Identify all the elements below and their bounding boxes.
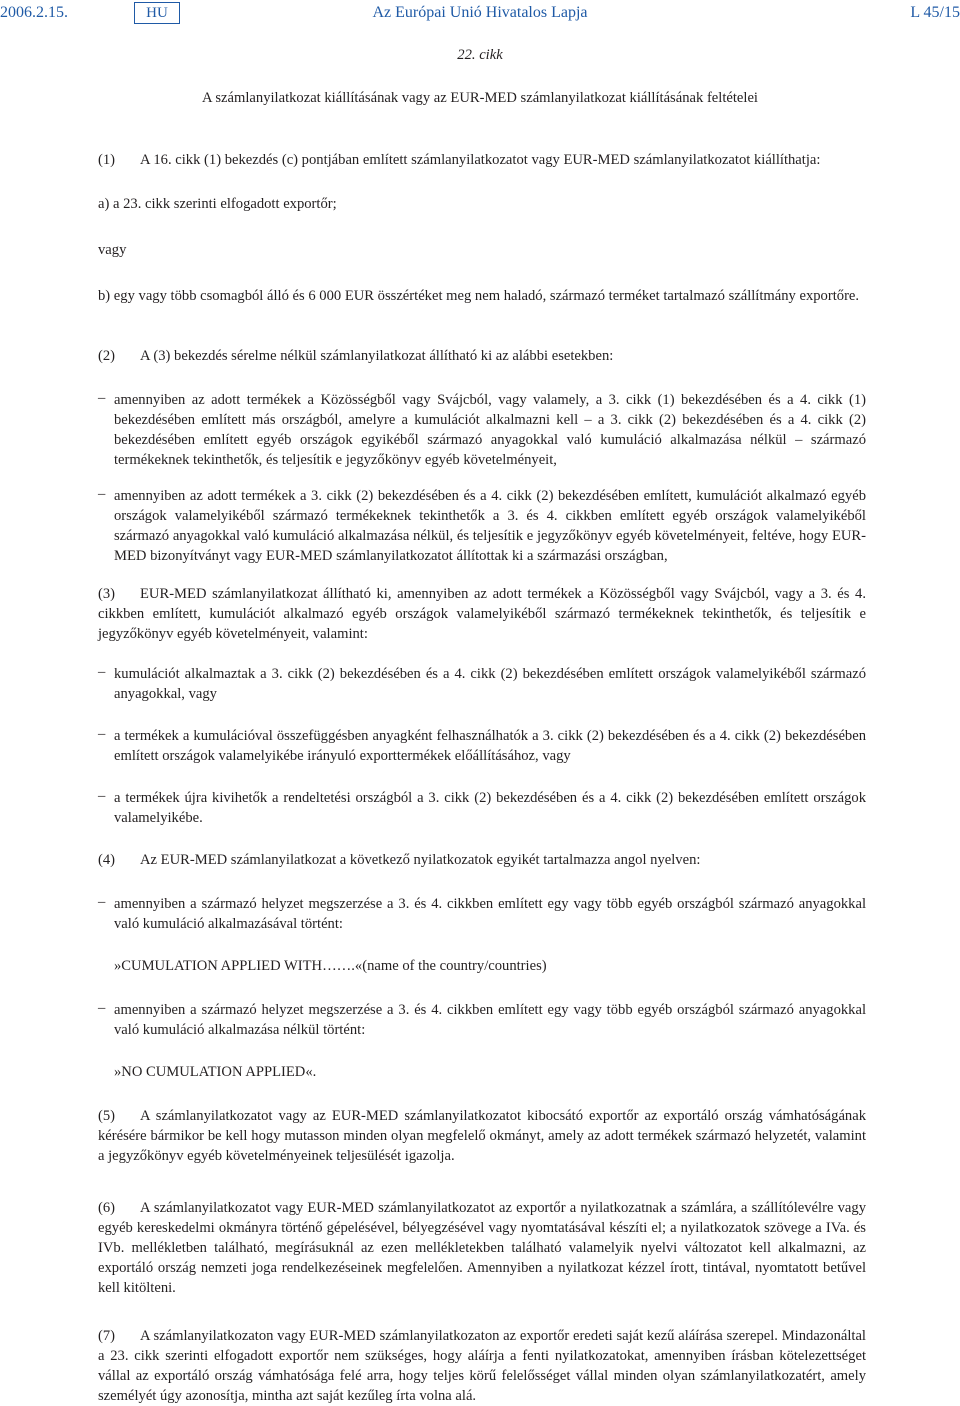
publication-date: 2006.2.15. <box>0 4 68 21</box>
dash-marker: – <box>98 788 106 804</box>
paragraph-text: EUR-MED számlanyilatkozat állítható ki, amennyiben az adott termékek a Közösségből vagy Svájcból, vagy a 3. és 4. cikkben említett, kumulációt alkalmazó egyéb országok valamelyikéből származó termékeknek tekinthetők, és teljesítik e jegyzőkönyv egyéb követelményeit, valamint: <box>98 586 866 642</box>
dash-marker: – <box>98 726 106 742</box>
paragraph-6 <box>98 1198 866 1298</box>
paragraph-number: (2) <box>98 348 116 364</box>
dash-marker: – <box>98 664 106 680</box>
list-item: a termékek a kumulációval összefüggésben anyagként felhasználhatók a 3. cikk (2) bekezdésében és a 4. cikk (2) bekezdésében említett országok valamelyikébe irányuló exporttermékek előállításához, vagy <box>114 728 866 764</box>
conjunction: vagy <box>98 242 127 258</box>
point-a: a) a 23. cikk szerinti elfogadott exportőr; <box>98 196 337 212</box>
paragraph-text: Az EUR-MED számlanyilatkozat a következő nyilatkozatok egyikét tartalmazza angol nyelven: <box>140 852 701 868</box>
paragraph-4 <box>98 850 866 870</box>
paragraph-text: A számlanyilatkozaton vagy EUR-MED számlanyilatkozaton az exportőr eredeti saját kezű aláírása szerepel. Mindazonáltal a 23. cikk szerinti elfogadott exportőr nem szükséges, hogy aláírja a fenti nyilatkozatokat, amennyiben írásban kötelezettséget vállal az exportáló ország vámhatósága felé arra, hogy teljes körű felelősséget vállal minden olyan számlanyilatkozatért, amely személyét úgy azonosítja, mintha azt saját kezűleg írta volna alá. <box>98 1328 866 1404</box>
dash-marker: – <box>98 1000 106 1016</box>
paragraph-number: (3) <box>98 586 116 602</box>
journal-title: Az Európai Unió Hivatalos Lapja <box>372 4 588 21</box>
list-item: kumulációt alkalmaztak a 3. cikk (2) bekezdésében és a 4. cikk (2) bekezdésében említett országok valamelyikéből származó anyagokkal, vagy <box>114 666 866 702</box>
declaration-no-cumulation: »NO CUMULATION APPLIED«. <box>114 1064 317 1080</box>
language-badge: HU <box>134 2 180 24</box>
paragraph-text: A 16. cikk (1) bekezdés (c) pontjában említett számlanyilatkozatot vagy EUR-MED számlanyilatkozatot kiállíthatja: <box>140 152 821 168</box>
paragraph-number: (5) <box>98 1108 116 1124</box>
list-item: amennyiben a származó helyzet megszerzése a 3. és 4. cikkben említett egy vagy több egyéb országból származó anyagokkal való kumuláció alkalmazásával történt: <box>114 896 866 932</box>
paragraph-2 <box>98 346 866 366</box>
dash-marker: – <box>98 390 106 406</box>
paragraph-1 <box>98 150 866 170</box>
paragraph-number: (4) <box>98 852 116 868</box>
list-item: a termékek újra kivihetők a rendeltetési országból a 3. cikk (2) bekezdésében és a 4. cikk (2) bekezdésében említett országok valamelyikébe. <box>114 790 866 826</box>
paragraph-text: A számlanyilatkozatot vagy az EUR-MED számlanyilatkozatot kibocsátó exportőr az exportáló ország vámhatóságának kérésére bármikor be kell hogy mutasson minden olyan megfelelő okmányt, amely az adott termékek származó helyzetét, valamint a jegyzőkönyv egyéb követelményeinek teljesülését igazolja. <box>98 1108 866 1164</box>
paragraph-3 <box>98 584 866 644</box>
paragraph-number: (7) <box>98 1328 116 1344</box>
paragraph-number: (1) <box>98 152 116 168</box>
paragraph-7 <box>98 1326 866 1406</box>
dash-marker: – <box>98 894 106 910</box>
list-item: amennyiben az adott termékek a Közösségből vagy Svájcból, vagy valamely, a 3. cikk (1) bekezdésében és a 4. cikk (1) bekezdésében említett más országból, amelyre a kumulációt alkalmazni kell – a 3. cikk (2) bekezdésében és a 4. cikk (2) bekezdésében említett egyéb országok egyikéből származó anyagokkal való kumuláció alkalmazása nélkül – származó termékeknek tekinthetők, és teljesítik e jegyzőkönyv egyéb követelményeit, <box>114 392 866 468</box>
article-number: 22. cikk <box>457 47 503 63</box>
page-header <box>0 2 960 24</box>
paragraph-number: (6) <box>98 1200 116 1216</box>
paragraph-text: A (3) bekezdés sérelme nélkül számlanyilatkozat állítható ki az alábbi esetekben: <box>140 348 614 364</box>
dash-marker: – <box>98 486 106 502</box>
list-item: amennyiben az adott termékek a 3. cikk (2) bekezdésében és a 4. cikk (2) bekezdésében említett, kumulációt alkalmazó egyéb országok valamelyikéből származó termékeknek tekinthetők a 3. és 4. cikkben említett egyéb országok valamelyikéből származó anyagokkal való kumuláció alkalmazása nélkül, és teljesítik e jegyzőkönyv egyéb követelményeit, feltéve, hogy EUR-MED bizonyítványt vagy EUR-MED számlanyilatkozatot állítottak ki a származási országban, <box>114 488 866 564</box>
point-b: b) egy vagy több csomagból álló és 6 000 EUR összértéket meg nem haladó, származó terméket tartalmazó szállítmány exportőre. <box>98 288 860 304</box>
paragraph-5 <box>98 1106 866 1166</box>
page-reference: L 45/15 <box>910 4 960 21</box>
list-item: amennyiben a származó helyzet megszerzése a 3. és 4. cikkben említett egy vagy több egyéb országból származó anyagokkal való kumuláció alkalmazása nélkül történt: <box>114 1002 866 1038</box>
article-title: A számlanyilatkozat kiállításának vagy az EUR-MED számlanyilatkozat kiállításának feltételei <box>202 90 758 106</box>
declaration-cumulation: »CUMULATION APPLIED WITH…….«(name of the country/countries) <box>114 958 547 974</box>
paragraph-text: A számlanyilatkozatot vagy EUR-MED számlanyilatkozatot az exportőr a nyilatkozatnak a számlára, a szállítólevélre vagy egyéb kereskedelmi okmányra történő gépelésével, bélyegzésével vagy nyomtatásával készíti el; a nyilatkozatok szövege a IVa. és IVb. mellékletben található, megírásuknál az ezen mellékletekben található valamelyik nyelvi változatot kell alkalmazni, az exportáló ország nemzeti joga rendelkezéseinek megfelelően. Amennyiben a nyilatkozat kézzel írott, tintával, nyomtatott betűvel kell kitölteni. <box>98 1200 866 1296</box>
